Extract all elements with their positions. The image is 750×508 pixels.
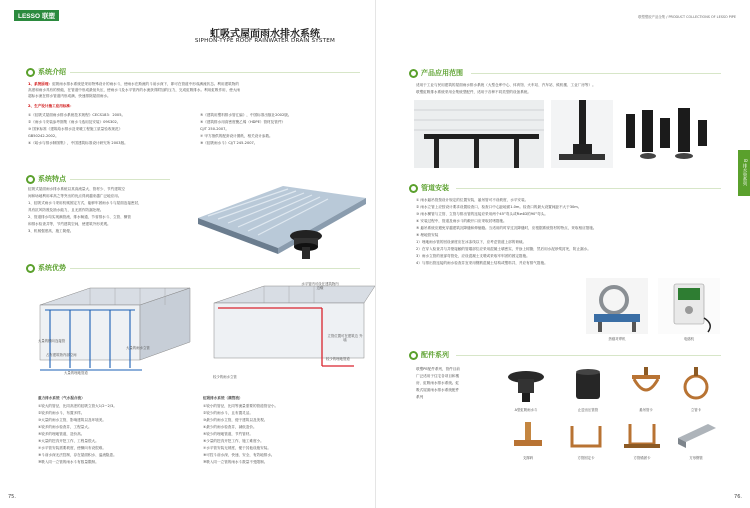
gravity-list-item: ③大量的雨水立管，影响建筑以及环境美。 — [38, 418, 106, 422]
support-bracket-image — [508, 418, 548, 452]
gravity-list-item: ⑥大量的挖沟开挖工作，工程量很大。 — [38, 439, 99, 443]
butt-fusion-machine-image — [586, 278, 648, 334]
diagram-label: 大量的埋地管道 — [64, 371, 88, 375]
section-header-installation — [409, 183, 449, 193]
siphon-list-title: 虹吸排水系统（满管流） — [203, 396, 243, 400]
side-tab-label: B 排水管系列 — [742, 159, 747, 187]
siphon-list-item: ⑥少量的挖沟开挖工作，施工难度小。 — [203, 439, 264, 443]
installation-line: ⑤ 悬吊系统应避免穿越建筑沉降缝和伸缩缝。当适用的时穿过沉降缝时，应根据系统管材的特点，采取相应措施。 — [416, 226, 597, 230]
section-bullet-icon — [26, 175, 35, 184]
tool-caption: 热熔对焊机 — [608, 337, 626, 341]
section-header-application — [409, 68, 463, 78]
diagram-label: 立管位置可在建筑边 外墙 — [327, 334, 363, 343]
installation-line: ② 雨水立管上应按设计要求设置检查口，检查口中心距地面1.0m。检查口的最大设置间距不大于30m。 — [416, 205, 582, 209]
section-rule — [70, 179, 170, 180]
pipes-photo — [618, 100, 718, 168]
siphon-list-item: ⑧可控斗前水深，快速、安全，有效地排水。 — [203, 453, 275, 457]
logo-text-en: LESSO — [18, 13, 41, 20]
section-bullet-icon — [409, 351, 418, 360]
square-pipe-anchor-clip-image — [622, 418, 662, 452]
gravity-list-item: ④较多的雨水检查井，工程量大。 — [38, 425, 92, 429]
right-page — [375, 0, 750, 508]
fittings-line: 吸式屋面雨水排水系统配件 — [416, 388, 460, 392]
fittings-line: 系列 — [416, 395, 424, 399]
section-title: 系统特点 — [38, 175, 66, 183]
standard-item: ⑥《建筑排水用高密度聚乙烯（HDPE）管材及管件》 — [200, 120, 286, 124]
riser-pipe-clamp-image — [676, 367, 716, 403]
feature-line: 2、管道排水均实现满管流，排水畅通，节省排水斗、立管、横管 — [28, 215, 131, 219]
part-caption: A型虹吸雨水斗 — [514, 408, 538, 412]
siphon-list-item: ⑤较少的埋地管道，节约管材。 — [203, 432, 253, 436]
part-caption: 止逆出压管管 — [577, 408, 599, 412]
diagram-label: 较少的雨水立管 — [213, 375, 237, 379]
section-title: 系统优势 — [38, 264, 66, 272]
diagram-label: 大量的横向连接管 — [38, 339, 66, 343]
installation-line: ③ 雨水横管与立管、立管与排出管的连接应采用两个45°弯头或R≥4D的90°弯头。 — [416, 212, 548, 216]
fittings-line: 房、虹吸雨水排水系统。虹 — [416, 381, 460, 385]
installation-line: 3）雨水立管的底部弯管处，应设混凝土支墩或采取牢牢固的固定措施。 — [416, 254, 530, 258]
section-rule — [70, 72, 360, 73]
installation-line: ④ 安装过程中，管道及雨水斗的敞开口应采取封堵措施。 — [416, 219, 507, 223]
gravity-list-item: ②较多的雨水斗，布置多样。 — [38, 411, 85, 415]
page-title: 虹吸式屋面雨水排水系统 — [210, 29, 320, 40]
part-caption: 支撑码 — [522, 456, 534, 460]
principle-label: 1、系统原理： — [28, 82, 53, 86]
catalog-header: 联塑塑胶产品全集 / PRODUCT COLLECTIONS OF LESSO PIPE — [638, 15, 736, 19]
installation-photo-1 — [414, 100, 544, 168]
section-rule — [471, 73, 721, 74]
tool-caption: 电熔机 — [683, 337, 695, 341]
siphon-drain-type-a-image — [504, 367, 548, 403]
logo-text-cn: 联塑 — [42, 13, 56, 20]
gravity-list-item: ⑧斗前水深无法控制，存在屋面积水、溢流隐患。 — [38, 453, 117, 457]
part-caption: 方形钢管 — [689, 456, 703, 460]
page-subtitle: SIPHON-TYPE ROOF RAINWATER DRAIN SYSTEM — [194, 38, 336, 44]
section-rule — [456, 188, 721, 189]
gravity-list-item: ⑦水平管安装需要坡度，使横向布设很难。 — [38, 446, 106, 450]
siphon-list-item: ③最少的雨水立管，便于建筑以及美观。 — [203, 418, 268, 422]
feature-line: 间和场地利用率高之等突出的优点得到越来越广泛地应用。 — [28, 194, 122, 198]
feature-line: 3、机械强度高，施工简便。 — [28, 229, 74, 233]
gravity-system-diagram — [30, 280, 200, 380]
standard-item: ②《雨水斗安装参考图集《雨水斗选用及安装》09S302。 — [28, 120, 121, 124]
standard-item: ③ 国家标准《建筑给水排水及采暖工程施工质量验收规范》 — [28, 127, 123, 131]
section-header-advantages — [26, 263, 66, 273]
section-bullet-icon — [409, 184, 418, 193]
section-header-intro — [26, 67, 66, 77]
feature-line: 虹吸式屋面雨水排水系统以其高流量大、管材少、节约建筑空 — [28, 187, 126, 191]
section-title: 配件系列 — [421, 351, 449, 359]
installation-photo-2 — [551, 100, 613, 168]
diagram-label: 大量的雨水立管 — [126, 346, 150, 350]
part-caption: 方管锚固卡 — [633, 456, 651, 460]
fittings-line: 联塑PE配件系列，管件目前 — [416, 367, 460, 371]
gravity-list-item: ⑨吸入同一立管的雨水斗有数量限制。 — [38, 460, 99, 464]
principle-line: 虹吸雨水排水系统是采用特殊设计的雨水斗，使雨水在斯流的斗前水深下，即可在管道中形成满流状态。利用建筑物的 — [52, 82, 239, 86]
installation-line: 4）与排出管连接的雨水检查井宜采用钢筋混凝土结构或塑料井，并应有排气措施。 — [416, 261, 548, 265]
section-title: 系统介绍 — [38, 68, 66, 76]
section-header-features — [26, 174, 66, 184]
gravity-list-item: ⑤较多的埋地管道，造价高。 — [38, 432, 85, 436]
principle-line: 高度和雨水具有的势能，在管道中形成最低负压，使雨水斗及水平管内的水流获得附加的压力，完成虹吸排水。利用虹吸作用，使大雨 — [28, 88, 241, 92]
section-title: 管道安装 — [421, 184, 449, 192]
square-steel-pipe-image — [674, 418, 720, 452]
standard-item: ⑧《虹吸雨水斗》CJ/T 245-2007。 — [200, 141, 258, 145]
part-caption: 悬吊管卡 — [639, 408, 653, 412]
section-rule — [456, 355, 721, 356]
feature-line: 1、虹吸式雨水斗采用机械固定方式，能够牢固雨水斗与屋面连接密封， — [28, 201, 142, 205]
square-pipe-fixing-clip-image — [566, 418, 606, 452]
installation-line: ⑥ 埋地管安装 — [416, 233, 439, 237]
standard-item: ⑦ 甲方指供的配套设计图纸，相关设计参数。 — [200, 134, 273, 138]
siphon-list-item: ⑦水平管安装无坡度，便于其他设施安装。 — [203, 446, 271, 450]
standard-item: CJ/T 250-2007。 — [200, 127, 230, 131]
section-bullet-icon — [26, 68, 35, 77]
principle-line: 超标水流在排水管道内形成满，快速排除屋面雨水。 — [28, 94, 111, 98]
diagram-label: 占有建筑物内部空间 — [46, 353, 77, 357]
hanging-pipe-clamp-image — [626, 367, 666, 403]
check-outlet-pipe-image — [566, 367, 610, 403]
diagram-label: 水平管内可设在建筑物内边缘 — [301, 282, 339, 291]
siphon-list-item: ②较少的雨水斗，且布置灵活。 — [203, 411, 253, 415]
gravity-list-item: ①较大的管径，比同高差的虹吸立管大1/2~2/3。 — [38, 404, 117, 408]
siphon-system-diagram — [204, 276, 375, 380]
feature-line: 和排水检查井等，节约建筑空间，使建筑外形美观。 — [28, 222, 111, 226]
part-caption: 立管卡 — [690, 408, 702, 412]
installation-line: 2）在穿入检查井与井壁接触的管端部位应采用混凝土填密实，并涂上树脂，然后用水泥砂浆封死，防止漏水。 — [416, 247, 591, 251]
diagram-label: 较少的埋地管道 — [326, 357, 350, 361]
roof-drain-illustration — [188, 178, 368, 260]
section-rule — [70, 268, 360, 269]
side-tab — [738, 150, 750, 196]
section-title: 产品应用范围 — [421, 69, 463, 77]
section-bullet-icon — [26, 264, 35, 273]
standard-item: GB50242-2002。 — [28, 134, 59, 138]
siphon-list-item: ④最少的雨水检查井，减低造价。 — [203, 425, 257, 429]
installation-line: 1）埋地雨水管的回设深度应在冰冻线以下，应考虑管道上部的荷载。 — [416, 240, 527, 244]
part-caption: 方管固定卡 — [577, 456, 595, 460]
lesso-logo — [14, 10, 59, 21]
section-bullet-icon — [409, 69, 418, 78]
electrofusion-machine-image — [658, 278, 720, 334]
siphon-list-item: ⑨吸入同一立管的雨水斗数量不受限制。 — [203, 460, 268, 464]
standard-item: ①《虹吸式屋面雨水排水系统技术规程》CECS183：2005。 — [28, 113, 126, 117]
gravity-list-title: 重力排水系统（气水混合流） — [38, 396, 85, 400]
page-number: 75. — [8, 494, 16, 500]
installation-line: ① 雨水悬吊管按设计规定的位置安装，悬吊管可不设坡度，水平安装。 — [416, 198, 529, 202]
fittings-line: 广泛适用于住宅各项目和楼 — [416, 374, 460, 378]
feature-line: 具有抗风防涨及抽水能力，且无需作防漏处理。 — [28, 208, 104, 212]
page-number: 76. — [734, 494, 742, 500]
application-line: 联塑虹吸排水系统采用全集统型配件，适用于各种不同类型的设备系统。 — [416, 90, 531, 94]
standards-label: 2、生产设计施工应用标准： — [28, 104, 74, 108]
standard-item: ⑤《建筑用塑料排水管汇编》，中国标准出版社2002版。 — [200, 113, 292, 117]
application-line: 适用于工业与民用建筑的屋面雨水排水系统（大型仓库中心、体育馆、火车站、汽车站、候机楼、工业厂房等）。 — [416, 83, 596, 87]
standard-item: ④《给水与排水制图集》，中国建筑标准设计研究所 2003版。 — [28, 141, 128, 145]
siphon-list-item: ①较小的管径，比同等流量需要的管道管径小。 — [203, 404, 279, 408]
section-header-fittings — [409, 350, 449, 360]
